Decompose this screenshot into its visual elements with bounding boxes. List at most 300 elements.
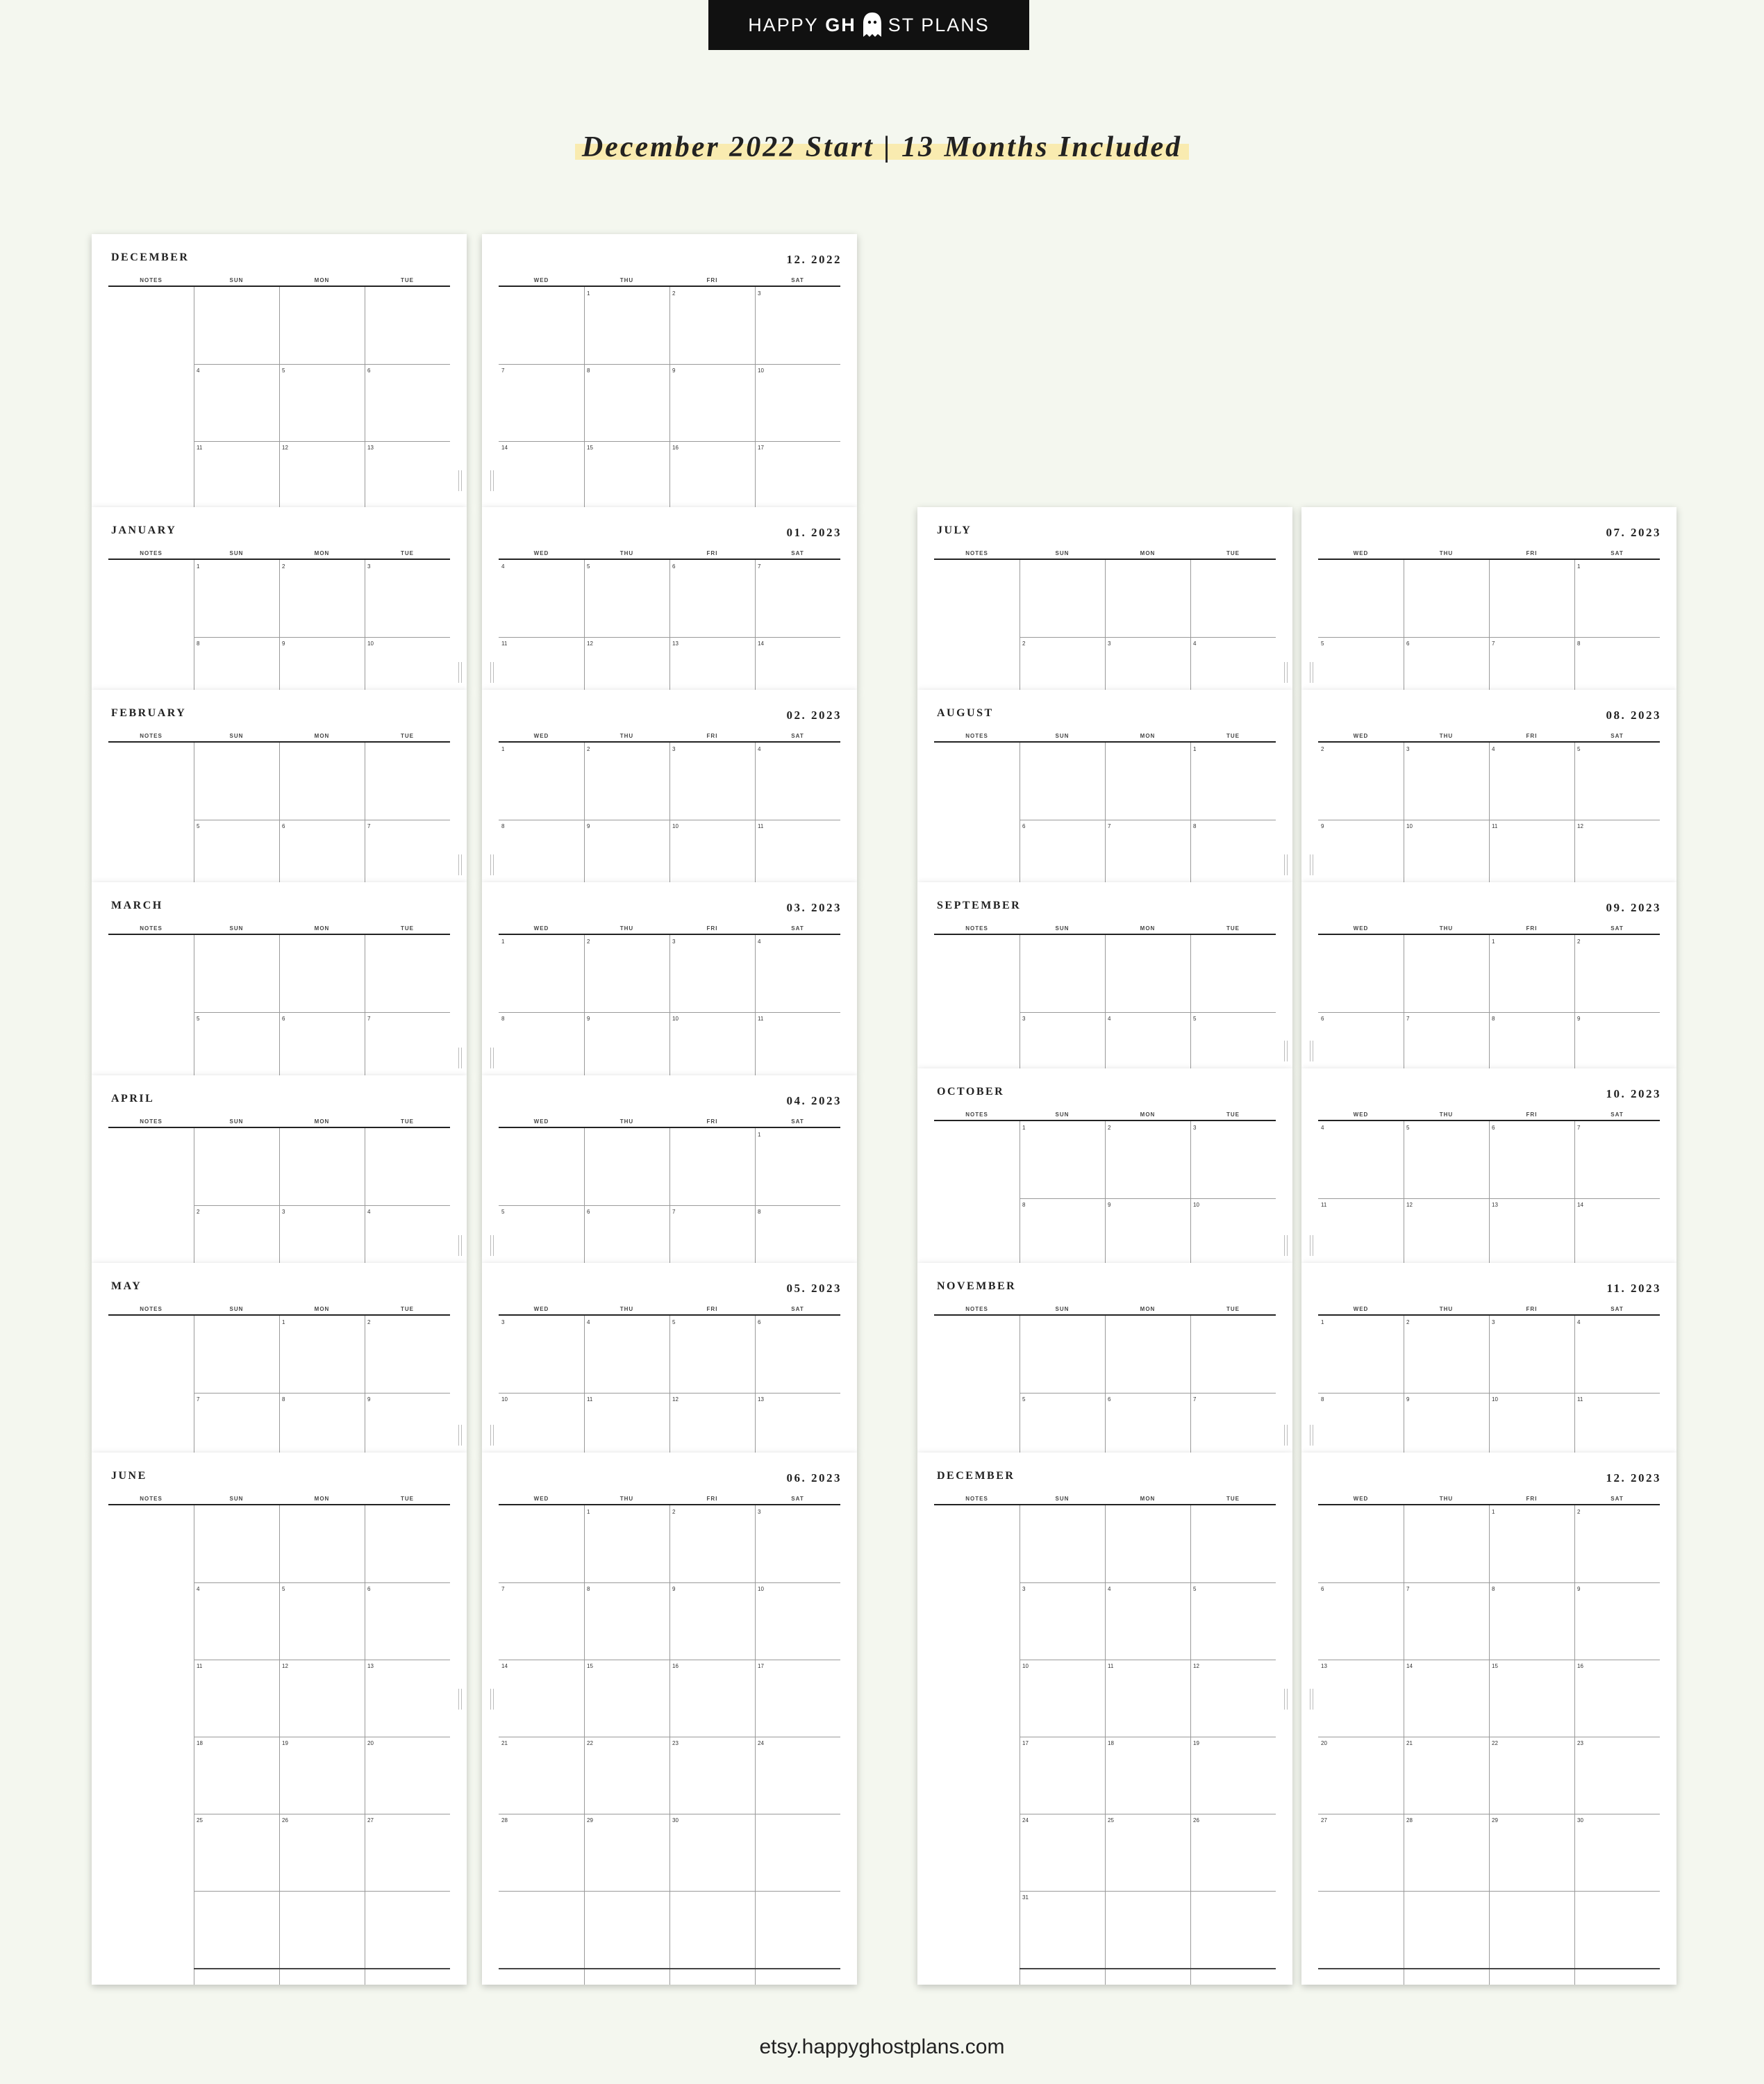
weekday-label: SUN <box>1055 925 1070 932</box>
month-name: JUNE <box>111 1470 147 1482</box>
weekday-label: FRI <box>706 925 718 932</box>
month-code: 07. 2023 <box>1606 526 1661 539</box>
day-number: 9 <box>1577 1586 1581 1592</box>
day-number: 3 <box>758 290 761 297</box>
grid-column-line <box>1190 935 1191 1068</box>
weekday-label: WED <box>533 1118 549 1125</box>
grid-column-line <box>1489 1316 1490 1453</box>
weekday-label: TUE <box>1226 1306 1240 1312</box>
grid-row-line <box>1020 1198 1276 1199</box>
weekday-label: TUE <box>1226 1496 1240 1502</box>
weekday-label: SAT <box>791 1306 804 1312</box>
day-number: 24 <box>758 1740 764 1746</box>
grid-column-line <box>1190 560 1191 690</box>
ring-tab-mark <box>458 854 462 875</box>
weekday-label: FRI <box>706 550 718 556</box>
day-number: 4 <box>1108 1586 1111 1592</box>
planner-page-right <box>1301 1068 1676 1263</box>
ring-tab-mark <box>1284 1235 1288 1256</box>
month-code: 11. 2023 <box>1606 1282 1661 1295</box>
day-number: 22 <box>587 1740 593 1746</box>
month-name: JULY <box>937 524 972 536</box>
day-number: 2 <box>1577 938 1581 945</box>
weekday-label: MON <box>314 733 330 739</box>
planner-page-right <box>1301 690 1676 882</box>
day-number: 8 <box>501 823 505 829</box>
grid-column-line <box>669 560 670 690</box>
day-number: 2 <box>367 1319 371 1325</box>
day-number: 8 <box>501 1016 505 1022</box>
day-number: 21 <box>501 1740 508 1746</box>
weekday-label: SAT <box>791 277 804 283</box>
day-number: 2 <box>1577 1509 1581 1515</box>
day-number: 28 <box>501 1817 508 1824</box>
day-number: 8 <box>1193 823 1197 829</box>
day-number: 4 <box>367 1209 371 1215</box>
day-number: 7 <box>367 1016 371 1022</box>
headline-text: December 2022 Start | 13 Months Included <box>575 131 1189 164</box>
day-number: 4 <box>758 938 761 945</box>
weekday-label: SUN <box>229 550 244 556</box>
day-number: 16 <box>1577 1663 1583 1669</box>
day-number: 6 <box>1492 1125 1495 1131</box>
weekday-label: NOTES <box>965 925 988 932</box>
day-number: 9 <box>282 640 285 647</box>
day-number: 9 <box>367 1396 371 1403</box>
weekday-label: THU <box>1439 1306 1454 1312</box>
grid-row-line <box>499 441 840 442</box>
day-number: 4 <box>197 367 200 374</box>
planner-page-left <box>92 882 467 1075</box>
weekday-label: SUN <box>229 733 244 739</box>
grid-column-line <box>279 1505 280 1985</box>
ring-tab-mark <box>1310 1689 1313 1710</box>
day-number: 24 <box>1022 1817 1029 1824</box>
day-number: 5 <box>1577 746 1581 752</box>
grid-row-line <box>499 1891 840 1892</box>
planner-page-right <box>482 234 857 507</box>
weekday-label: SUN <box>1055 733 1070 739</box>
weekday-label: NOTES <box>140 1118 163 1125</box>
grid-column-line <box>1489 560 1490 690</box>
month-code: 05. 2023 <box>786 1282 842 1295</box>
grid-row-line <box>1020 637 1276 638</box>
weekday-label: SAT <box>1611 733 1624 739</box>
day-number: 2 <box>672 1509 676 1515</box>
weekday-label: THU <box>1439 925 1454 932</box>
day-number: 6 <box>282 823 285 829</box>
grid-row-line <box>194 1891 450 1892</box>
day-number: 7 <box>1492 640 1495 647</box>
weekday-label: MON <box>1140 1111 1156 1118</box>
day-number: 27 <box>367 1817 374 1824</box>
day-number: 3 <box>1108 640 1111 647</box>
day-number: 2 <box>587 938 590 945</box>
grid-column-line <box>1105 1316 1106 1453</box>
grid-row-line <box>194 1205 450 1206</box>
month-name: MAY <box>111 1280 142 1292</box>
weekday-label: SUN <box>1055 1306 1070 1312</box>
ring-tab-mark <box>1284 1041 1288 1061</box>
weekday-label: WED <box>1353 925 1369 932</box>
day-number: 7 <box>501 367 505 374</box>
grid-row-line <box>194 1393 450 1394</box>
day-number: 17 <box>1022 1740 1029 1746</box>
day-number: 11 <box>1492 823 1498 829</box>
day-number: 9 <box>1321 823 1324 829</box>
grid-column-line <box>279 1316 280 1453</box>
day-number: 10 <box>501 1396 508 1403</box>
day-number: 2 <box>672 290 676 297</box>
weekday-label: SUN <box>1055 550 1070 556</box>
weekday-label: SUN <box>229 277 244 283</box>
planner-page-right <box>1301 1453 1676 1985</box>
grid-row-line <box>1318 1012 1660 1013</box>
day-number: 5 <box>1321 640 1324 647</box>
grid-column-line <box>584 560 585 690</box>
brand-text-right: ST PLANS <box>888 14 990 35</box>
grid-column-line <box>1489 743 1490 882</box>
planner-page-right <box>482 690 857 882</box>
day-number: 1 <box>758 1132 761 1138</box>
day-number: 6 <box>1108 1396 1111 1403</box>
grid-row-line <box>194 364 450 365</box>
weekday-label: MON <box>1140 550 1156 556</box>
day-number: 11 <box>1577 1396 1583 1403</box>
month-code: 08. 2023 <box>1606 709 1661 722</box>
day-number: 11 <box>1108 1663 1114 1669</box>
day-number: 15 <box>587 445 593 451</box>
day-number: 8 <box>1321 1396 1324 1403</box>
grid-row-line <box>194 1012 450 1013</box>
grid-column-line <box>1105 1505 1106 1985</box>
day-number: 3 <box>1406 746 1410 752</box>
weekday-label: TUE <box>401 733 414 739</box>
day-number: 6 <box>1022 823 1026 829</box>
weekday-label: WED <box>533 277 549 283</box>
day-number: 5 <box>672 1319 676 1325</box>
day-number: 4 <box>758 746 761 752</box>
day-number: 12 <box>1577 823 1583 829</box>
day-number: 11 <box>501 640 508 647</box>
ring-tab-mark <box>490 854 494 875</box>
grid-column-line <box>755 1316 756 1453</box>
day-number: 9 <box>1108 1202 1111 1208</box>
day-number: 3 <box>672 938 676 945</box>
day-number: 5 <box>197 1016 200 1022</box>
day-number: 2 <box>197 1209 200 1215</box>
planner-page-right <box>482 1263 857 1453</box>
month-code: 01. 2023 <box>786 526 842 539</box>
day-number: 12 <box>587 640 593 647</box>
day-number: 12 <box>1406 1202 1413 1208</box>
day-number: 13 <box>1492 1202 1498 1208</box>
month-name: APRIL <box>111 1093 155 1105</box>
grid-bottom-rule <box>499 1968 840 1969</box>
day-number: 11 <box>197 1663 203 1669</box>
grid-row-line <box>499 637 840 638</box>
planner-page-left <box>92 507 467 690</box>
day-number: 26 <box>282 1817 288 1824</box>
day-number: 18 <box>1108 1740 1114 1746</box>
grid-column-line <box>279 743 280 882</box>
weekday-label: MON <box>1140 733 1156 739</box>
weekday-label: MON <box>1140 1496 1156 1502</box>
day-number: 3 <box>1022 1586 1026 1592</box>
day-number: 10 <box>1022 1663 1029 1669</box>
day-number: 9 <box>1406 1396 1410 1403</box>
grid-column-line <box>669 743 670 882</box>
ring-tab-mark <box>1310 1235 1313 1256</box>
grid-column-line <box>279 1128 280 1263</box>
weekday-label: SAT <box>1611 1111 1624 1118</box>
grid-column-line <box>279 935 280 1075</box>
grid-row-line <box>499 1012 840 1013</box>
weekday-label: FRI <box>1526 1111 1538 1118</box>
weekday-label: SAT <box>791 1496 804 1502</box>
day-number: 1 <box>587 290 590 297</box>
day-number: 14 <box>501 445 508 451</box>
weekday-label: FRI <box>1526 733 1538 739</box>
day-number: 29 <box>587 1817 593 1824</box>
day-number: 25 <box>197 1817 203 1824</box>
day-number: 8 <box>1492 1016 1495 1022</box>
grid-row-line <box>499 1205 840 1206</box>
weekday-label: NOTES <box>140 550 163 556</box>
weekday-label: FRI <box>706 1118 718 1125</box>
ring-tab-mark <box>490 470 494 491</box>
grid-column-line <box>1489 1505 1490 1985</box>
ghost-icon <box>860 10 884 40</box>
day-number: 7 <box>1406 1586 1410 1592</box>
ring-tab-mark <box>490 1235 494 1256</box>
month-code: 10. 2023 <box>1606 1087 1661 1100</box>
day-number: 4 <box>1108 1016 1111 1022</box>
grid-column-line <box>1190 1505 1191 1985</box>
day-number: 10 <box>1492 1396 1498 1403</box>
day-number: 4 <box>1492 746 1495 752</box>
ring-tab-mark <box>458 1689 462 1710</box>
weekday-label: TUE <box>401 550 414 556</box>
day-number: 8 <box>1577 640 1581 647</box>
day-number: 16 <box>672 445 679 451</box>
weekday-label: NOTES <box>965 733 988 739</box>
day-number: 3 <box>367 563 371 570</box>
month-code: 02. 2023 <box>786 709 842 722</box>
day-number: 9 <box>1577 1016 1581 1022</box>
ring-tab-mark <box>490 1425 494 1446</box>
grid-row-line <box>194 441 450 442</box>
grid-row-line <box>1318 1582 1660 1583</box>
weekday-label: SAT <box>1611 925 1624 932</box>
weekday-label: SAT <box>791 925 804 932</box>
month-name: OCTOBER <box>937 1086 1005 1098</box>
day-number: 10 <box>367 640 374 647</box>
weekday-label: NOTES <box>965 1306 988 1312</box>
weekday-label: NOTES <box>140 277 163 283</box>
planner-page-right <box>482 882 857 1075</box>
day-number: 5 <box>197 823 200 829</box>
day-number: 3 <box>1193 1125 1197 1131</box>
grid-column-line <box>755 743 756 882</box>
grid-bottom-rule <box>1020 1968 1276 1969</box>
planner-page-left <box>917 1263 1292 1453</box>
day-number: 8 <box>282 1396 285 1403</box>
ring-tab-mark <box>490 1689 494 1710</box>
grid-bottom-rule <box>1318 1968 1660 1969</box>
grid-row-line <box>194 637 450 638</box>
grid-column-line <box>1105 1121 1106 1263</box>
day-number: 1 <box>1492 1509 1495 1515</box>
brand-text-bold: GH <box>825 14 856 35</box>
grid-column-line <box>755 935 756 1075</box>
day-number: 7 <box>197 1396 200 1403</box>
day-number: 29 <box>1492 1817 1498 1824</box>
day-number: 8 <box>1022 1202 1026 1208</box>
day-number: 5 <box>1193 1016 1197 1022</box>
day-number: 7 <box>1406 1016 1410 1022</box>
day-number: 5 <box>1022 1396 1026 1403</box>
weekday-label: SAT <box>1611 550 1624 556</box>
day-number: 27 <box>1321 1817 1327 1824</box>
day-number: 11 <box>758 1016 764 1022</box>
grid-row-line <box>499 1393 840 1394</box>
day-number: 11 <box>587 1396 593 1403</box>
weekday-label: FRI <box>706 277 718 283</box>
day-number: 10 <box>1406 823 1413 829</box>
day-number: 30 <box>1577 1817 1583 1824</box>
grid-column-line <box>279 287 280 507</box>
weekday-label: TUE <box>1226 550 1240 556</box>
weekday-label: MON <box>314 277 330 283</box>
planner-page-right <box>482 1075 857 1263</box>
grid-column-line <box>279 560 280 690</box>
day-number: 1 <box>282 1319 285 1325</box>
day-number: 12 <box>1193 1663 1199 1669</box>
weekday-label: WED <box>533 925 549 932</box>
weekday-label: THU <box>619 1306 634 1312</box>
day-number: 20 <box>1321 1740 1327 1746</box>
day-number: 10 <box>1193 1202 1199 1208</box>
weekday-label: NOTES <box>140 925 163 932</box>
day-number: 4 <box>587 1319 590 1325</box>
day-number: 3 <box>1492 1319 1495 1325</box>
day-number: 2 <box>1022 640 1026 647</box>
weekday-label: THU <box>619 277 634 283</box>
day-number: 3 <box>501 1319 505 1325</box>
day-number: 2 <box>282 563 285 570</box>
grid-column-line <box>669 287 670 507</box>
month-code: 04. 2023 <box>786 1094 842 1107</box>
weekday-label: THU <box>1439 1111 1454 1118</box>
day-number: 4 <box>197 1586 200 1592</box>
grid-column-line <box>1105 560 1106 690</box>
month-name: DECEMBER <box>111 251 190 263</box>
day-number: 12 <box>282 1663 288 1669</box>
day-number: 5 <box>282 367 285 374</box>
day-number: 6 <box>367 367 371 374</box>
day-number: 31 <box>1022 1894 1029 1901</box>
day-number: 2 <box>1108 1125 1111 1131</box>
day-number: 6 <box>1321 1586 1324 1592</box>
grid-column-line <box>584 743 585 882</box>
grid-column-line <box>1489 1121 1490 1263</box>
weekday-label: THU <box>1439 733 1454 739</box>
day-number: 3 <box>1022 1016 1026 1022</box>
weekday-label: NOTES <box>965 550 988 556</box>
grid-column-line <box>1489 935 1490 1068</box>
weekday-label: TUE <box>1226 1111 1240 1118</box>
day-number: 6 <box>367 1586 371 1592</box>
ring-tab-mark <box>490 1048 494 1068</box>
weekday-label: WED <box>533 550 549 556</box>
weekday-label: SAT <box>791 1118 804 1125</box>
day-number: 1 <box>501 938 505 945</box>
weekday-label: MON <box>1140 1306 1156 1312</box>
day-number: 5 <box>587 563 590 570</box>
weekday-label: FRI <box>1526 550 1538 556</box>
day-number: 7 <box>367 823 371 829</box>
planner-page-left <box>917 882 1292 1068</box>
weekday-label: NOTES <box>140 1496 163 1502</box>
month-code: 03. 2023 <box>786 901 842 914</box>
grid-row-line <box>1020 1393 1276 1394</box>
day-number: 17 <box>758 445 764 451</box>
weekday-label: MON <box>314 1496 330 1502</box>
day-number: 15 <box>587 1663 593 1669</box>
weekday-label: WED <box>1353 1111 1369 1118</box>
day-number: 14 <box>501 1663 508 1669</box>
grid-column-line <box>669 1316 670 1453</box>
day-number: 20 <box>367 1740 374 1746</box>
grid-row-line <box>1020 1891 1276 1892</box>
weekday-label: SUN <box>1055 1111 1070 1118</box>
ring-tab-mark <box>1310 854 1313 875</box>
month-name: SEPTEMBER <box>937 900 1022 911</box>
weekday-label: WED <box>1353 1306 1369 1312</box>
day-number: 1 <box>587 1509 590 1515</box>
day-number: 1 <box>1492 938 1495 945</box>
day-number: 12 <box>672 1396 679 1403</box>
ring-tab-mark <box>1284 1689 1288 1710</box>
weekday-label: FRI <box>706 1306 718 1312</box>
grid-column-line <box>1190 743 1191 882</box>
weekday-label: THU <box>619 1496 634 1502</box>
day-number: 1 <box>1577 563 1581 570</box>
day-number: 13 <box>1321 1663 1327 1669</box>
grid-row-line <box>1318 1393 1660 1394</box>
ring-tab-mark <box>490 662 494 683</box>
weekday-label: WED <box>1353 550 1369 556</box>
day-number: 9 <box>672 367 676 374</box>
day-number: 3 <box>282 1209 285 1215</box>
grid-column-line <box>1105 743 1106 882</box>
day-number: 7 <box>1193 1396 1197 1403</box>
weekday-label: MON <box>314 1118 330 1125</box>
weekday-label: SAT <box>1611 1306 1624 1312</box>
grid-row-line <box>194 1582 450 1583</box>
day-number: 11 <box>197 445 203 451</box>
day-number: 6 <box>672 563 676 570</box>
brand-text-left: HAPPY <box>748 14 819 35</box>
ring-tab-mark <box>458 470 462 491</box>
weekday-label: TUE <box>401 1306 414 1312</box>
day-number: 1 <box>1022 1125 1026 1131</box>
day-number: 5 <box>1406 1125 1410 1131</box>
month-code: 12. 2022 <box>786 253 842 266</box>
day-number: 14 <box>1406 1663 1413 1669</box>
grid-column-line <box>669 1128 670 1263</box>
